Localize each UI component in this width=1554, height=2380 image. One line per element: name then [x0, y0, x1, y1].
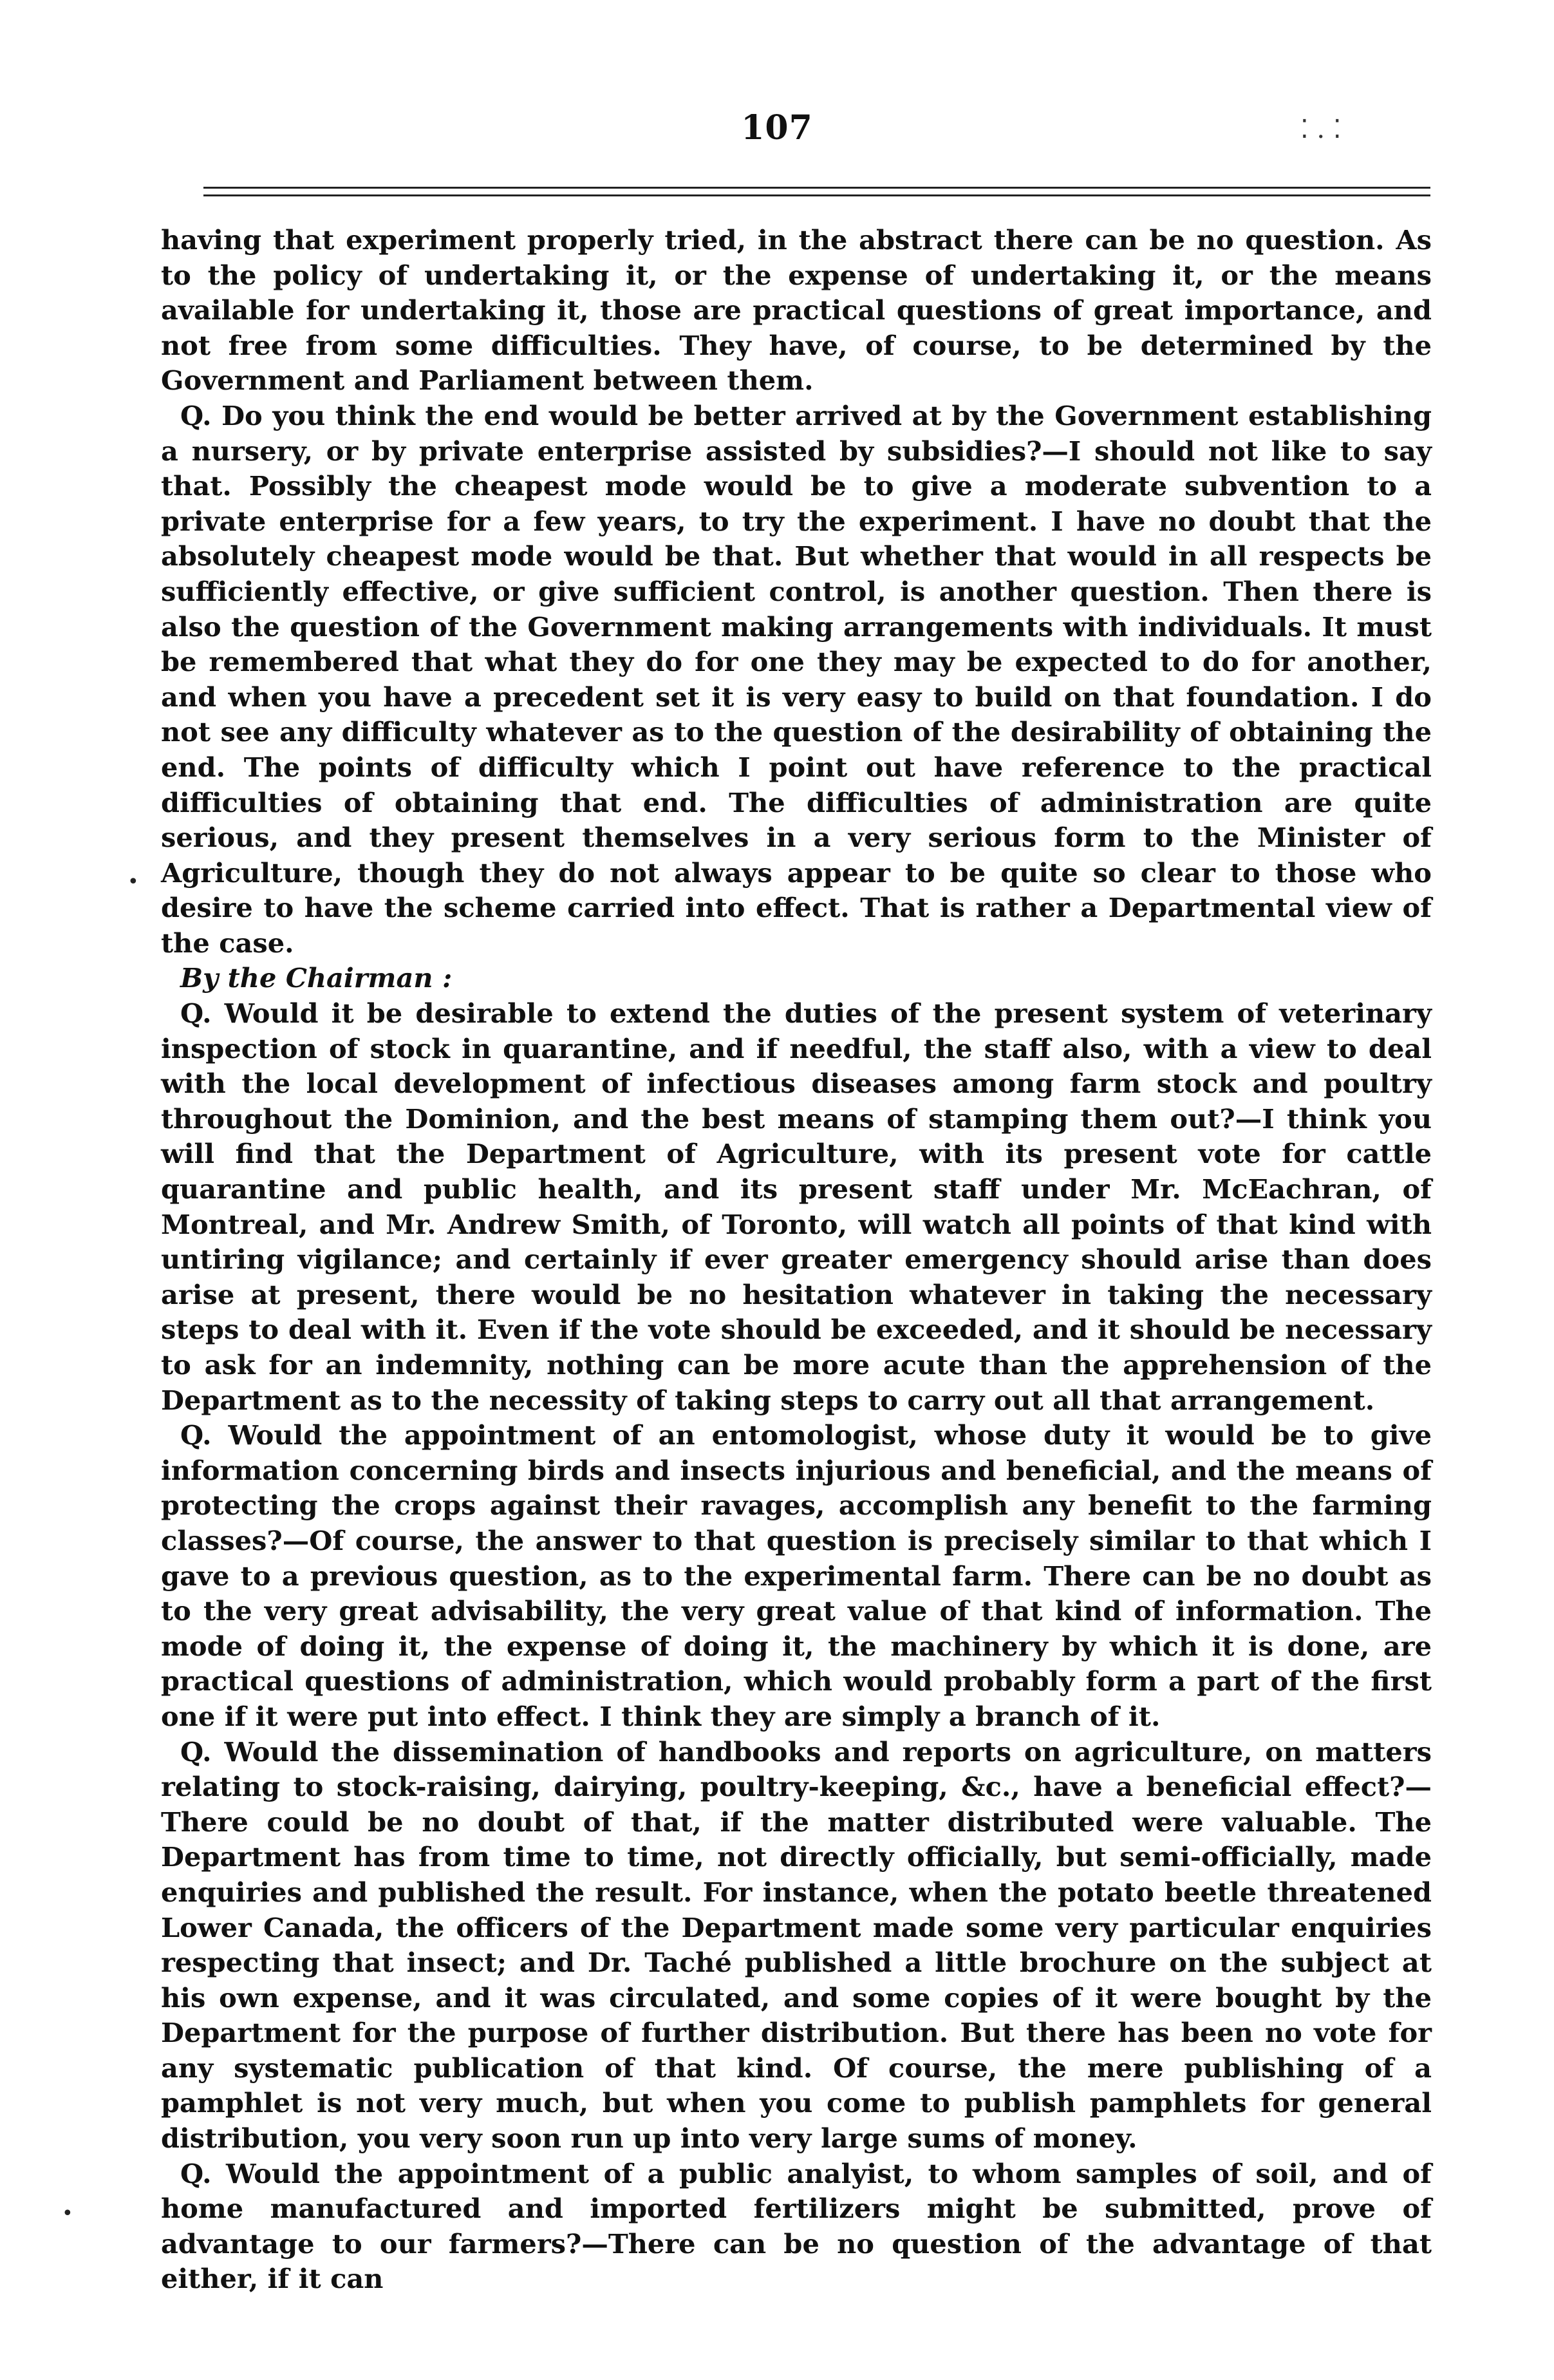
page-number: 107 [741, 108, 813, 147]
paragraph-question-entomologist: Q. Would the appointment of an entomologist, whose duty it would be to give information concerning birds and insects injurious and beneficial, and the means of protecting the crops against their ravages, accomplish any benefit to the farming classes?—Of course, the answer to that question is precisely similar to that which I gave to a previous question, as to the experimental farm. There can be no doubt as to the very great advisability, the very great value of that kind of information. The mode of doing it, the expense of doing it, the machinery by which it is done, are practical questions of administration, which would probably form a part of the first one if it were put into effect. I think they are simply a branch of it. [161, 1419, 1432, 1732]
paragraph-continuation: having that experiment properly tried, in the abstract there can be no question. As to the policy of undertaking it, or the expense of undertaking it, or the means available for undertaking it, those are practical questions of great importance, and not free from some difficulties. They have, of course, to be determined by the Government and Parliament between them. [161, 224, 1432, 397]
paragraph-question-handbooks: Q. Would the dissemination of handbooks and reports on agriculture, on matters relating to stock-raising, dairying, poultry-keeping, &c., have a beneficial effect?—There could be no doubt of that, if the matter distributed were valuable. The Department has from time to time, not directly officially, but semi-officially, made enquiries and published the result. For instance, when the potato beetle threatened Lower Canada, the officers of the Department made some very particular enquiries respecting that insect; and Dr. Taché published a little brochure on the subject at his own expense, and it was circulated, and some copies of it were bought by the Department for the purpose of further distribution. But there has been no vote for any systematic publication of that kind. Of course, the mere publishing of a pamphlet is not very much, but when you come to publish pamphlets for general distribution, you very soon run up into very large sums of money. [161, 1735, 1432, 2155]
body-text [161, 223, 1432, 2297]
corner-marks: ⁚ . ⁚ [1300, 115, 1342, 144]
header-rule-bottom [203, 194, 1430, 196]
paragraph-question-veterinary: Q. Would it be desirable to extend the duties of the present system of veterinary inspection of stock in quarantine, and if needful, the staff also, with a view to deal with the local development of infectious diseases among farm stock and poultry throughout the Dominion, and the best means of stamping them out?—I think you will find that the Department of Agriculture, with its present vote for cattle quarantine and public health, and its present staff under Mr. McEachran, of Montreal, and Mr. Andrew Smith, of Toronto, will watch all points of that kind with untiring vigilance; and certainly if ever greater emergency should arise than does arise at present, there would be no hesitation whatever in taking the necessary steps to deal with it. Even if the vote should be exceeded, and it should be necessary to ask for an indemnity, nothing can be more acute than the apprehension of the Department as to the necessity of taking steps to carry out all that arrangement. [161, 997, 1432, 1416]
header-rule-top [203, 187, 1430, 189]
paragraph-question-nursery: Q. Do you think the end would be better arrived at by the Government establishing a nursery, or by private enterprise assisted by subsidies?—I should not like to say that. Possibly the cheapest mode would be to give a moderate subvention to a private enterprise for a few years, to try the experiment. I have no doubt that the absolutely cheapest mode would be that. But whether that would in all respects be sufficiently effective, or give sufficient control, is another question. Then there is also the question of the Government making arrangements with individuals. It must be remembered that what they do for one they may be expected to do for another, and when you have a precedent set it is very easy to build on that foundation. I do not see any difficulty whatever as to the question of the desirability of obtaining the end. The points of difficulty which I point out have reference to the practical difficulties of obtaining that end. The difficulties of administration are quite serious, and they present themselves in a very serious form to the Minister of Agriculture, though they do not always appear to be quite so clear to those who desire to have the scheme carried into effect. That is rather a Departmental view of the case. [161, 399, 1432, 959]
section-heading-chairman: By the Chairman : [180, 962, 453, 994]
paragraph-question-analyist: Q. Would the appointment of a public analyist, to whom samples of soil, and of home manufactured and imported fertilizers might be submitted, prove of advantage to our farmers?—There can be no question of the advantage of that either, if it can [161, 2157, 1432, 2295]
margin-mark: • [127, 871, 139, 893]
margin-mark: • [62, 2202, 73, 2225]
